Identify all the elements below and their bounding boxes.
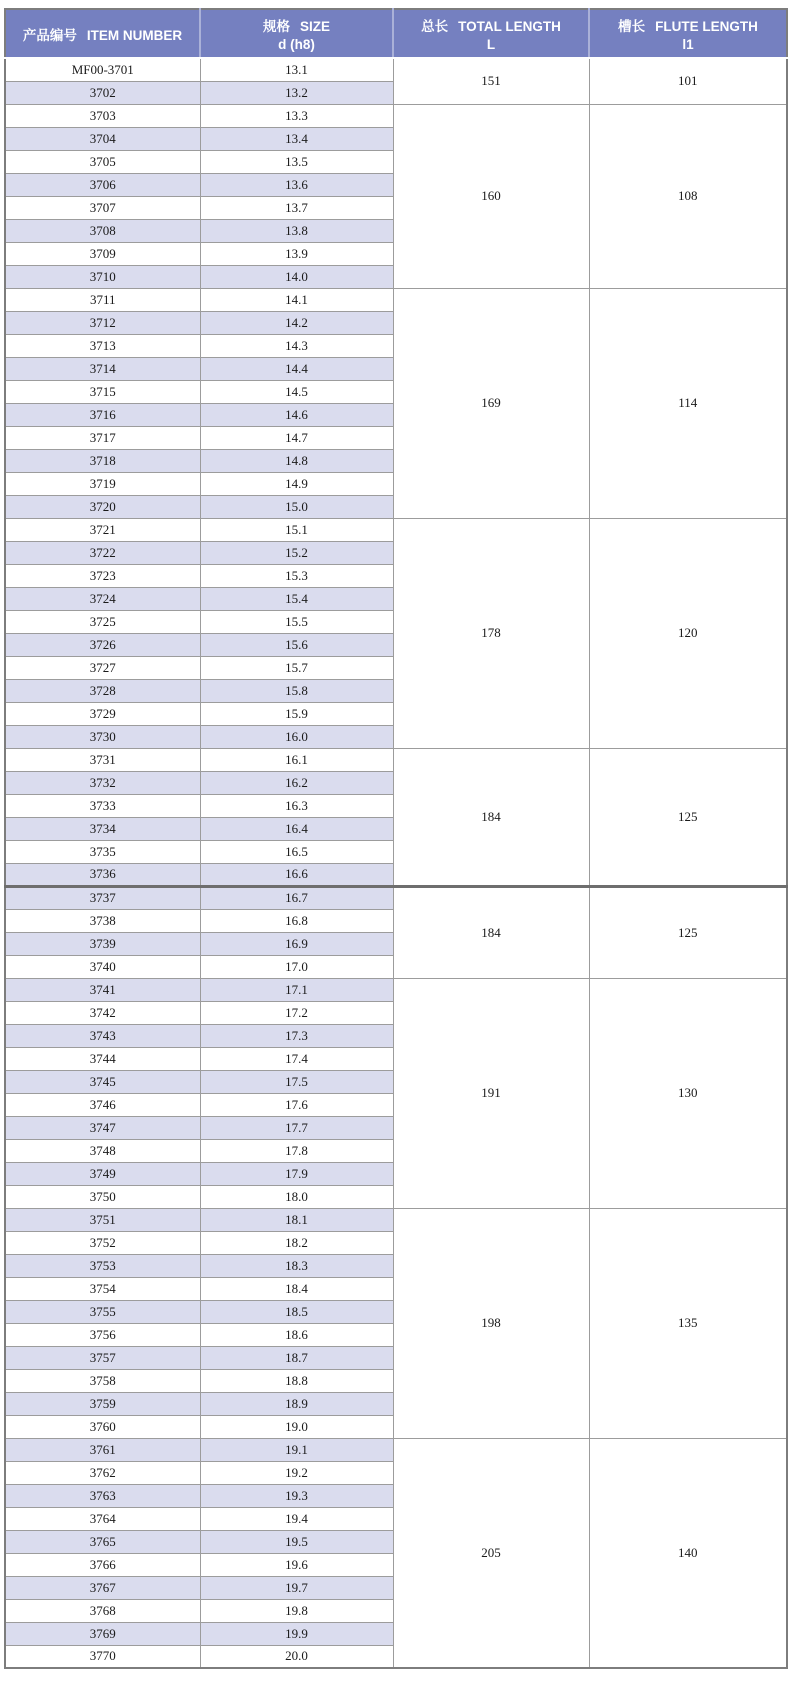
item-number-cell: 3769 <box>5 1622 200 1645</box>
item-number-cell: 3742 <box>5 1001 200 1024</box>
header-col-item-number <box>5 9 200 58</box>
item-number-cell: 3764 <box>5 1507 200 1530</box>
table-row <box>5 748 787 771</box>
size-cell: 18.8 <box>200 1369 393 1392</box>
item-number-cell: 3702 <box>5 81 200 104</box>
item-number-cell: MF00-3701 <box>5 58 200 81</box>
item-number-cell: 3748 <box>5 1139 200 1162</box>
size-cell: 17.8 <box>200 1139 393 1162</box>
size-cell: 18.4 <box>200 1277 393 1300</box>
flute-length-cell: 101 <box>589 58 787 104</box>
total-length-cell: 191 <box>393 978 589 1208</box>
header-item-number-en: ITEM NUMBER <box>86 27 183 43</box>
size-cell: 14.8 <box>200 449 393 472</box>
size-cell: 16.7 <box>200 886 393 909</box>
total-length-cell: 178 <box>393 518 589 748</box>
header-col-size <box>200 9 393 58</box>
total-length-cell: 198 <box>393 1208 589 1438</box>
size-cell: 16.0 <box>200 725 393 748</box>
item-number-cell: 3728 <box>5 679 200 702</box>
size-cell: 19.0 <box>200 1415 393 1438</box>
table-row <box>5 1208 787 1231</box>
item-number-cell: 3759 <box>5 1392 200 1415</box>
item-number-cell: 3726 <box>5 633 200 656</box>
item-number-cell: 3703 <box>5 104 200 127</box>
size-cell: 15.1 <box>200 518 393 541</box>
header-total-length-zh: 总长 <box>421 19 449 34</box>
size-cell: 16.1 <box>200 748 393 771</box>
item-number-cell: 3763 <box>5 1484 200 1507</box>
size-cell: 16.8 <box>200 909 393 932</box>
size-cell: 18.5 <box>200 1300 393 1323</box>
item-number-cell: 3706 <box>5 173 200 196</box>
size-cell: 17.3 <box>200 1024 393 1047</box>
item-number-cell: 3732 <box>5 771 200 794</box>
table-row <box>5 288 787 311</box>
item-number-cell: 3756 <box>5 1323 200 1346</box>
item-number-cell: 3713 <box>5 334 200 357</box>
size-cell: 14.9 <box>200 472 393 495</box>
item-number-cell: 3761 <box>5 1438 200 1461</box>
size-cell: 19.6 <box>200 1553 393 1576</box>
size-cell: 17.6 <box>200 1093 393 1116</box>
size-cell: 16.3 <box>200 794 393 817</box>
item-number-cell: 3746 <box>5 1093 200 1116</box>
item-number-cell: 3715 <box>5 380 200 403</box>
size-cell: 15.4 <box>200 587 393 610</box>
header-item-number-line <box>6 24 199 44</box>
item-number-cell: 3710 <box>5 265 200 288</box>
item-number-cell: 3767 <box>5 1576 200 1599</box>
item-number-cell: 3737 <box>5 886 200 909</box>
size-cell: 19.3 <box>200 1484 393 1507</box>
header-total-length-en: TOTAL LENGTH <box>458 19 561 34</box>
item-number-cell: 3762 <box>5 1461 200 1484</box>
size-cell: 19.2 <box>200 1461 393 1484</box>
item-number-cell: 3733 <box>5 794 200 817</box>
size-cell: 16.2 <box>200 771 393 794</box>
header-total-length-line <box>394 15 588 35</box>
size-cell: 19.4 <box>200 1507 393 1530</box>
flute-length-cell: 135 <box>589 1208 787 1438</box>
item-number-cell: 3709 <box>5 242 200 265</box>
item-number-cell: 3704 <box>5 127 200 150</box>
item-number-cell: 3749 <box>5 1162 200 1185</box>
item-number-cell: 3760 <box>5 1415 200 1438</box>
item-number-cell: 3720 <box>5 495 200 518</box>
size-cell: 18.9 <box>200 1392 393 1415</box>
size-cell: 19.7 <box>200 1576 393 1599</box>
item-number-cell: 3719 <box>5 472 200 495</box>
item-number-cell: 3721 <box>5 518 200 541</box>
size-cell: 15.7 <box>200 656 393 679</box>
item-number-cell: 3766 <box>5 1553 200 1576</box>
size-cell: 13.4 <box>200 127 393 150</box>
item-number-cell: 3744 <box>5 1047 200 1070</box>
size-cell: 17.1 <box>200 978 393 1001</box>
item-number-cell: 3711 <box>5 288 200 311</box>
header-flute-length-en: FLUTE LENGTH <box>655 19 758 34</box>
size-cell: 17.7 <box>200 1116 393 1139</box>
header-size-symbol: d (h8) <box>278 37 315 52</box>
item-number-cell: 3718 <box>5 449 200 472</box>
item-number-cell: 3714 <box>5 357 200 380</box>
table-row <box>5 58 787 81</box>
flute-length-cell: 140 <box>589 1438 787 1668</box>
item-number-cell: 3734 <box>5 817 200 840</box>
table-body <box>5 58 787 1668</box>
total-length-cell: 151 <box>393 58 589 104</box>
size-cell: 14.5 <box>200 380 393 403</box>
size-cell: 15.6 <box>200 633 393 656</box>
size-cell: 18.0 <box>200 1185 393 1208</box>
item-number-cell: 3745 <box>5 1070 200 1093</box>
item-number-cell: 3768 <box>5 1599 200 1622</box>
size-cell: 19.1 <box>200 1438 393 1461</box>
table-header <box>5 9 787 58</box>
item-number-cell: 3708 <box>5 219 200 242</box>
size-cell: 20.0 <box>200 1645 393 1668</box>
item-number-cell: 3770 <box>5 1645 200 1668</box>
total-length-cell: 160 <box>393 104 589 288</box>
table-row <box>5 978 787 1001</box>
item-number-cell: 3757 <box>5 1346 200 1369</box>
flute-length-cell: 125 <box>589 748 787 886</box>
item-number-cell: 3725 <box>5 610 200 633</box>
item-number-cell: 3722 <box>5 541 200 564</box>
total-length-cell: 184 <box>393 748 589 886</box>
header-item-number-zh: 产品编号 <box>22 27 77 43</box>
item-number-cell: 3752 <box>5 1231 200 1254</box>
header-flute-length-zh: 槽长 <box>618 19 646 34</box>
item-number-cell: 3747 <box>5 1116 200 1139</box>
size-cell: 14.4 <box>200 357 393 380</box>
size-cell: 17.4 <box>200 1047 393 1070</box>
size-cell: 15.8 <box>200 679 393 702</box>
size-cell: 18.6 <box>200 1323 393 1346</box>
size-cell: 18.1 <box>200 1208 393 1231</box>
spec-table <box>4 8 788 1669</box>
header-total-length-symbol: L <box>486 37 496 52</box>
total-length-cell: 184 <box>393 886 589 978</box>
size-cell: 17.0 <box>200 955 393 978</box>
size-cell: 14.2 <box>200 311 393 334</box>
item-number-cell: 3705 <box>5 150 200 173</box>
size-cell: 13.2 <box>200 81 393 104</box>
size-cell: 18.7 <box>200 1346 393 1369</box>
item-number-cell: 3731 <box>5 748 200 771</box>
size-cell: 19.8 <box>200 1599 393 1622</box>
item-number-cell: 3712 <box>5 311 200 334</box>
size-cell: 18.3 <box>200 1254 393 1277</box>
header-row <box>5 9 787 58</box>
size-cell: 13.3 <box>200 104 393 127</box>
size-cell: 15.5 <box>200 610 393 633</box>
item-number-cell: 3727 <box>5 656 200 679</box>
size-cell: 19.9 <box>200 1622 393 1645</box>
size-cell: 14.7 <box>200 426 393 449</box>
size-cell: 14.1 <box>200 288 393 311</box>
item-number-cell: 3717 <box>5 426 200 449</box>
size-cell: 13.1 <box>200 58 393 81</box>
size-cell: 13.9 <box>200 242 393 265</box>
size-cell: 13.8 <box>200 219 393 242</box>
flute-length-cell: 120 <box>589 518 787 748</box>
size-cell: 15.2 <box>200 541 393 564</box>
size-cell: 16.9 <box>200 932 393 955</box>
size-cell: 16.5 <box>200 840 393 863</box>
header-size-zh: 规格 <box>262 19 290 34</box>
item-number-cell: 3750 <box>5 1185 200 1208</box>
total-length-cell: 169 <box>393 288 589 518</box>
size-cell: 15.0 <box>200 495 393 518</box>
size-cell: 15.3 <box>200 564 393 587</box>
item-number-cell: 3741 <box>5 978 200 1001</box>
size-cell: 19.5 <box>200 1530 393 1553</box>
size-cell: 14.0 <box>200 265 393 288</box>
item-number-cell: 3738 <box>5 909 200 932</box>
flute-length-cell: 114 <box>589 288 787 518</box>
header-flute-length-symbol: l1 <box>682 37 694 52</box>
header-flute-length-line <box>590 15 786 35</box>
header-size-en: SIZE <box>299 19 330 34</box>
flute-length-cell: 130 <box>589 978 787 1208</box>
flute-length-cell: 108 <box>589 104 787 288</box>
item-number-cell: 3739 <box>5 932 200 955</box>
table-row <box>5 1438 787 1461</box>
item-number-cell: 3735 <box>5 840 200 863</box>
header-size-line <box>201 15 392 35</box>
item-number-cell: 3755 <box>5 1300 200 1323</box>
item-number-cell: 3751 <box>5 1208 200 1231</box>
size-cell: 17.2 <box>200 1001 393 1024</box>
item-number-cell: 3753 <box>5 1254 200 1277</box>
size-cell: 13.6 <box>200 173 393 196</box>
item-number-cell: 3729 <box>5 702 200 725</box>
table-row <box>5 104 787 127</box>
item-number-cell: 3736 <box>5 863 200 886</box>
size-cell: 17.5 <box>200 1070 393 1093</box>
total-length-cell: 205 <box>393 1438 589 1668</box>
item-number-cell: 3707 <box>5 196 200 219</box>
size-cell: 13.7 <box>200 196 393 219</box>
item-number-cell: 3740 <box>5 955 200 978</box>
table-row <box>5 518 787 541</box>
size-cell: 14.6 <box>200 403 393 426</box>
item-number-cell: 3716 <box>5 403 200 426</box>
size-cell: 17.9 <box>200 1162 393 1185</box>
header-col-flute-length <box>589 9 787 58</box>
size-cell: 14.3 <box>200 334 393 357</box>
size-cell: 15.9 <box>200 702 393 725</box>
size-cell: 16.4 <box>200 817 393 840</box>
size-cell: 18.2 <box>200 1231 393 1254</box>
item-number-cell: 3724 <box>5 587 200 610</box>
header-col-total-length <box>393 9 589 58</box>
item-number-cell: 3754 <box>5 1277 200 1300</box>
size-cell: 13.5 <box>200 150 393 173</box>
flute-length-cell: 125 <box>589 886 787 978</box>
item-number-cell: 3730 <box>5 725 200 748</box>
item-number-cell: 3743 <box>5 1024 200 1047</box>
table-row <box>5 886 787 909</box>
item-number-cell: 3723 <box>5 564 200 587</box>
item-number-cell: 3758 <box>5 1369 200 1392</box>
item-number-cell: 3765 <box>5 1530 200 1553</box>
size-cell: 16.6 <box>200 863 393 886</box>
